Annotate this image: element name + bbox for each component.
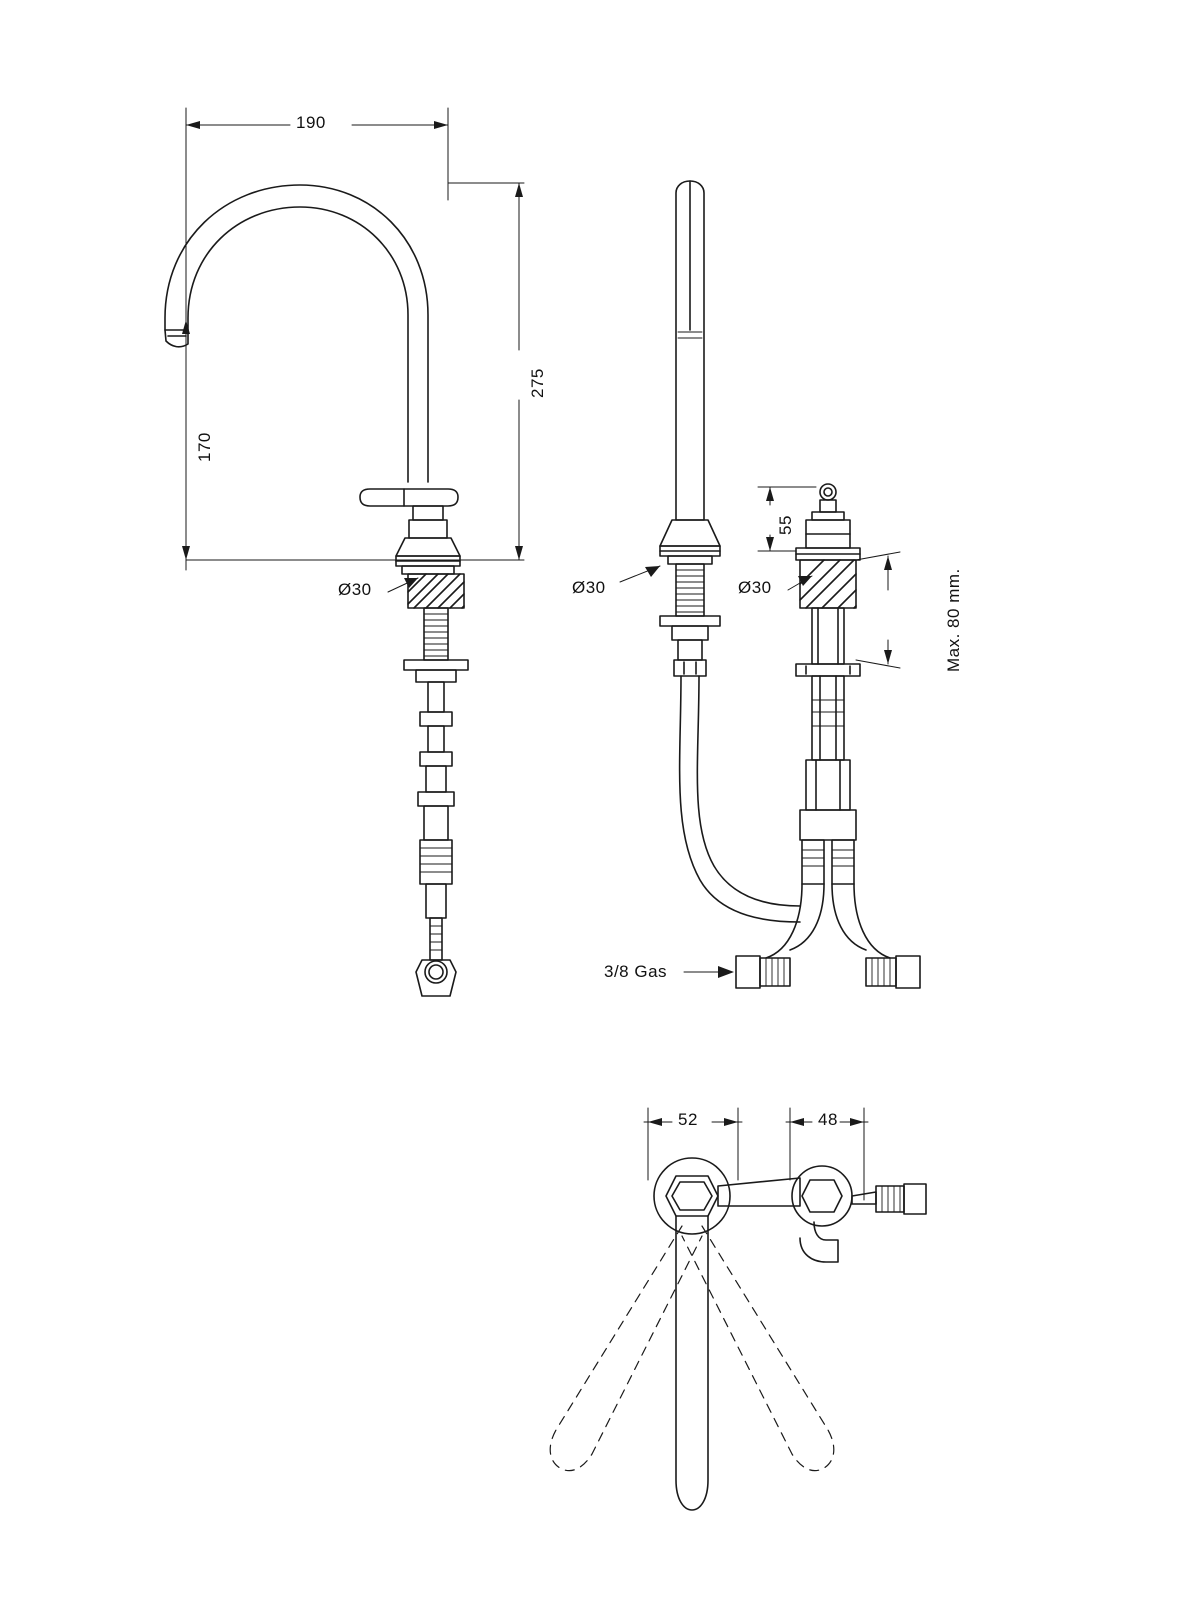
- dim-label-170: 170: [195, 432, 214, 462]
- top-plan-view: [550, 1108, 926, 1510]
- leader-38-gas: [684, 966, 734, 978]
- section-view: [684, 484, 920, 988]
- dim-label-38-gas: 3/8 Gas: [604, 962, 668, 981]
- dim-label-55: 55: [776, 515, 795, 535]
- dim-label-275: 275: [528, 368, 547, 398]
- dim-max80: [856, 552, 900, 668]
- countertop-hatch-section: [800, 560, 856, 608]
- dim-label-52: 52: [678, 1110, 698, 1129]
- dim-label-d30-front: Ø30: [338, 580, 372, 599]
- dim-275: [400, 183, 524, 560]
- dim-label-max-80: Max. 80 mm.: [944, 568, 963, 672]
- dim-label-d30-side: Ø30: [572, 578, 606, 597]
- dim-label-190: 190: [296, 113, 326, 132]
- front-elevation-view: [165, 108, 524, 996]
- leader-d30-side: [620, 566, 660, 582]
- dim-label-48: 48: [818, 1110, 838, 1129]
- swivel-range-dashed: [550, 1226, 834, 1471]
- dim-label-d30-section: Ø30: [738, 578, 772, 597]
- leader-d30-front: [388, 578, 418, 592]
